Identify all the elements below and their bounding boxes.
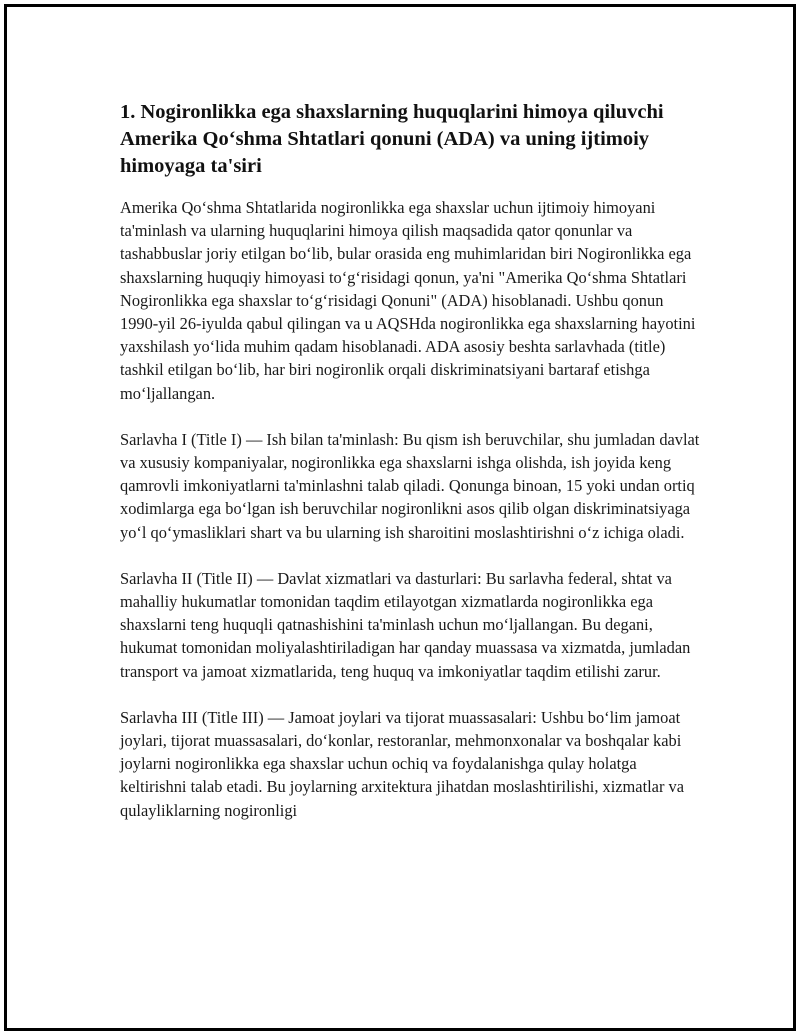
page-frame bbox=[4, 4, 796, 1031]
document-body bbox=[120, 99, 700, 845]
paragraph-title-1: Sarlavha I (Title I) — Ish bilan ta'minlash: Bu qism ish beruvchilar, shu jumladan davlat va xususiy kompaniyalar, nogironlikka ega shaxslarni ishga olishda, ish joyida keng qamrovli imkoniyatlarni ta'minlashni talab qiladi. Qonunga binoan, 15 yoki undan ortiq xodimlarga ega bo‘lgan ish beruvchilar nogironlikni asos qilib olgan diskriminatsiyaga yo‘l qo‘ymasliklari shart va bu ularning ish sharoitini moslashtirishni o‘z ichiga oladi. bbox=[120, 429, 700, 542]
paragraph-intro: Amerika Qo‘shma Shtatlarida nogironlikka ega shaxslar uchun ijtimoiy himoyani ta'minlash va ularning huquqlarini himoya qilish maqsadida qator qonunlar va tashabbuslar joriy etilgan bo‘lib, bular orasida eng muhimlaridan biri Nogironlikka ega shaxslarning huquqiy himoyasi to‘g‘risidagi qonun, ya'ni "Amerika Qo‘shma Shtatlari Nogironlikka ega shaxslar to‘g‘risidagi Qonuni" (ADA) hisoblanadi. Ushbu qonun 1990-yil 26-iyulda qabul qilingan va u AQSHda nogironlikka ega shaxslarning hayotini yaxshilash yo‘lida muhim qadam hisoblanadi. ADA asosiy beshta sarlavhada (title) tashkil etilgan bo‘lib, har biri nogironlik orqali diskriminatsiyani bartaraf etishga mo‘ljallangan. bbox=[120, 198, 696, 403]
section-heading: 1. Nogironlikka ega shaxslarning huquqlarini himoya qiluvchi Amerika Qo‘shma Shtatlari qonuni (ADA) va uning ijtimoiy himoyaga ta'siri bbox=[120, 101, 664, 177]
paragraph-title-2: Sarlavha II (Title II) — Davlat xizmatlari va dasturlari: Bu sarlavha federal, shtat va mahalliy hukumatlar tomonidan taqdim etilayotgan xizmatlarda nogironlikka ega shaxslarni teng huquqli qatnashishini ta'minlash uchun mo‘ljallangan. Bu degani, hukumat tomonidan moliyalashtiriladigan har qanday muassasa va xizmatda, jumladan transport va jamoat xizmatlarida, teng huquq va imkoniyatlar taqdim etilishi zarur. bbox=[120, 568, 691, 681]
paragraph-title-3: Sarlavha III (Title III) — Jamoat joylari va tijorat muassasalari: Ushbu bo‘lim jamoat joylari, tijorat muassasalari, do‘konlar, restoranlar, mehmonxonalar va boshqalar kabi joylarni nogironlikka ega shaxslar uchun ochiq va foydalanishga qulay holatga keltirishni talab etadi. Bu joylarning arxitektura jihatdan moslashtirilishi, xizmatlar va qulayliklarning nogironligi bbox=[120, 707, 684, 820]
